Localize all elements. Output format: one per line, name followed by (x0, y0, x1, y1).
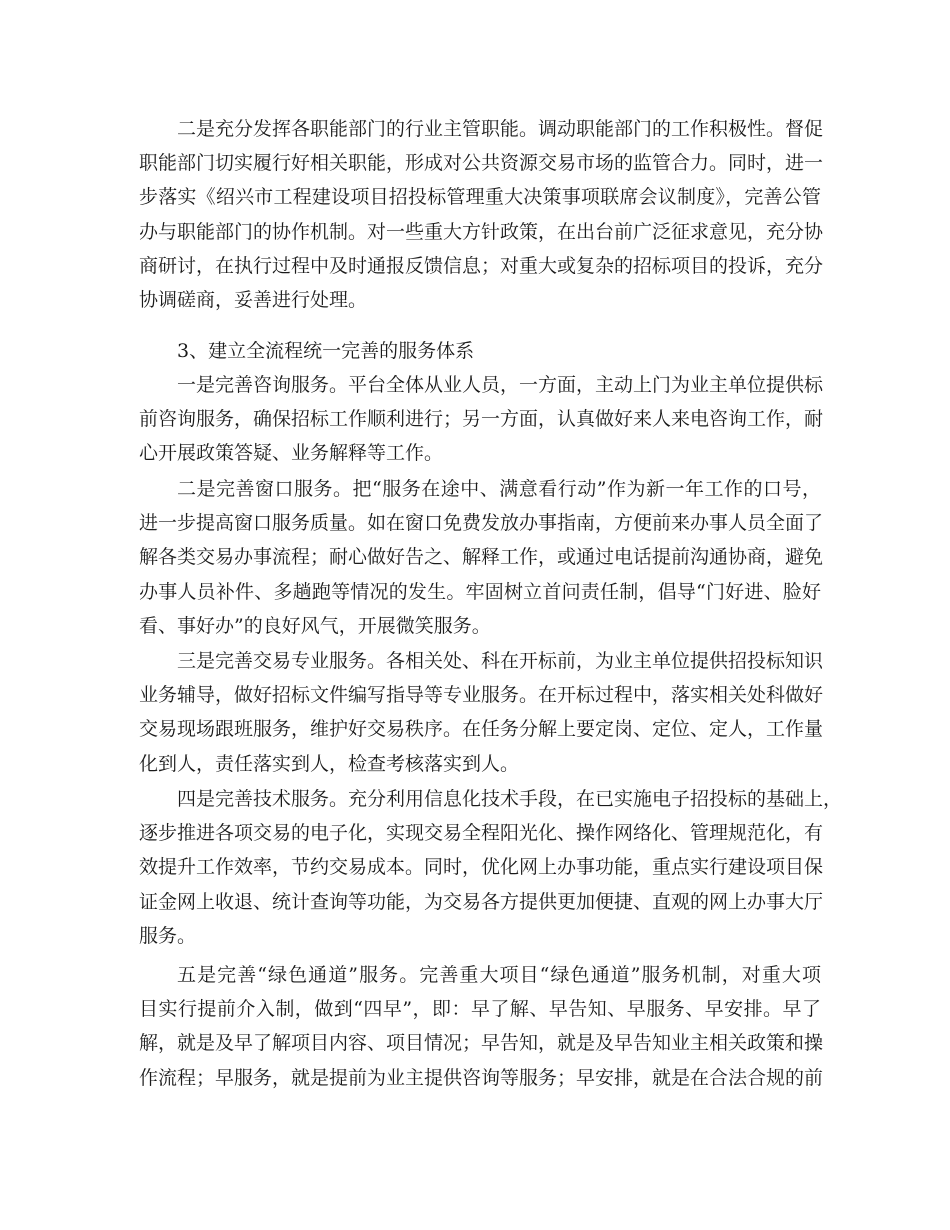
text-line: 心开展政策答疑、业务解释等工作。 (139, 442, 444, 465)
text-line: 二是完善窗口服务。把“服务在途中、满意看行动”作为新一年工作的口号， (177, 478, 821, 500)
heading-line: 3、建立全流程统一完善的服务体系 (177, 340, 475, 362)
text-line: 解各类交易办事流程；耐心做好告之、解释工作，或通过电话提前沟通协商，避免 (139, 546, 824, 569)
paragraph-window-service (139, 472, 824, 643)
paragraph-professional-service (139, 644, 824, 781)
text-line: 逐步推进各项交易的电子化，实现交易全程阳光化、操作网络化、管理规范化，有 (139, 822, 824, 845)
section-heading (139, 334, 821, 368)
paragraph-green-channel-service (139, 958, 824, 1095)
text-line: 解，就是及早了解项目内容、项目情况；早告知，就是及早告知业主相关政策和操 (139, 1032, 824, 1055)
text-line: 化到人，责任落实到人，检查考核落实到人。 (139, 752, 520, 775)
text-line: 三是完善交易专业服务。各相关处、科在开标前，为业主单位提供招投标知识 (177, 650, 824, 672)
text-line: 一是完善咨询服务。平台全体从业人员，一方面，主动上门为业主单位提供标 (177, 374, 824, 396)
text-line: 业务辅导，做好招标文件编写指导等专业服务。在开标过程中，落实相关处科做好 (139, 684, 824, 707)
text-line: 交易现场跟班服务，维护好交易秩序。在任务分解上要定岗、定位、定人，工作量 (139, 718, 824, 741)
text-line: 办事人员补件、多趟跑等情况的发生。牢固树立首问责任制，倡导“门好进、脸好 (139, 580, 821, 603)
paragraph-technical-service (139, 782, 843, 953)
text-line: 效提升工作效率，节约交易成本。同时，优化网上办事功能，重点实行建设项目保 (139, 856, 824, 879)
text-line: 办与职能部门的协作机制。对一些重大方针政策，在出台前广泛征求意见，充分协 (139, 220, 824, 243)
text-line: 二是充分发挥各职能部门的行业主管职能。调动职能部门的工作积极性。督促 (177, 118, 824, 140)
text-line: 步落实《绍兴市工程建设项目招投标管理重大决策事项联席会议制度》，完善公管 (139, 186, 821, 209)
text-line: 商研讨，在执行过程中及时通报反馈信息；对重大或复杂的招标项目的投诉，充分 (139, 254, 824, 277)
text-line: 五是完善“绿色通道”服务。完善重大项目“绿色通道”服务机制，对重大项 (177, 964, 821, 986)
text-line: 进一步提高窗口服务质量。如在窗口免费发放办事指南，方便前来办事人员全面了 (139, 512, 824, 535)
text-line: 前咨询服务，确保招标工作顺利进行；另一方面，认真做好来人来电咨询工作，耐 (139, 408, 824, 431)
text-line: 服务。 (139, 924, 197, 947)
text-line: 协调磋商，妥善进行处理。 (139, 288, 368, 311)
paragraph-regulatory-coordination (139, 112, 824, 317)
text-line: 看、事好办”的良好风气，开展微笑服务。 (139, 614, 491, 637)
text-line: 四是完善技术服务。充分利用信息化技术手段，在已实施电子招投标的基础上， (177, 788, 843, 810)
paragraph-consulting-service (139, 368, 824, 471)
text-line: 证金网上收退、统计查询等功能，为交易各方提供更加便捷、直观的网上办事大厅 (139, 890, 824, 913)
text-line: 作流程；早服务，就是提前为业主提供咨询等服务；早安排，就是在合法合规的前 (139, 1066, 824, 1089)
text-line: 职能部门切实履行好相关职能，形成对公共资源交易市场的监管合力。同时，进一 (139, 152, 824, 175)
text-line: 目实行提前介入制，做到“四早”，即：早了解、早告知、早服务、早安排。早了 (139, 998, 821, 1021)
